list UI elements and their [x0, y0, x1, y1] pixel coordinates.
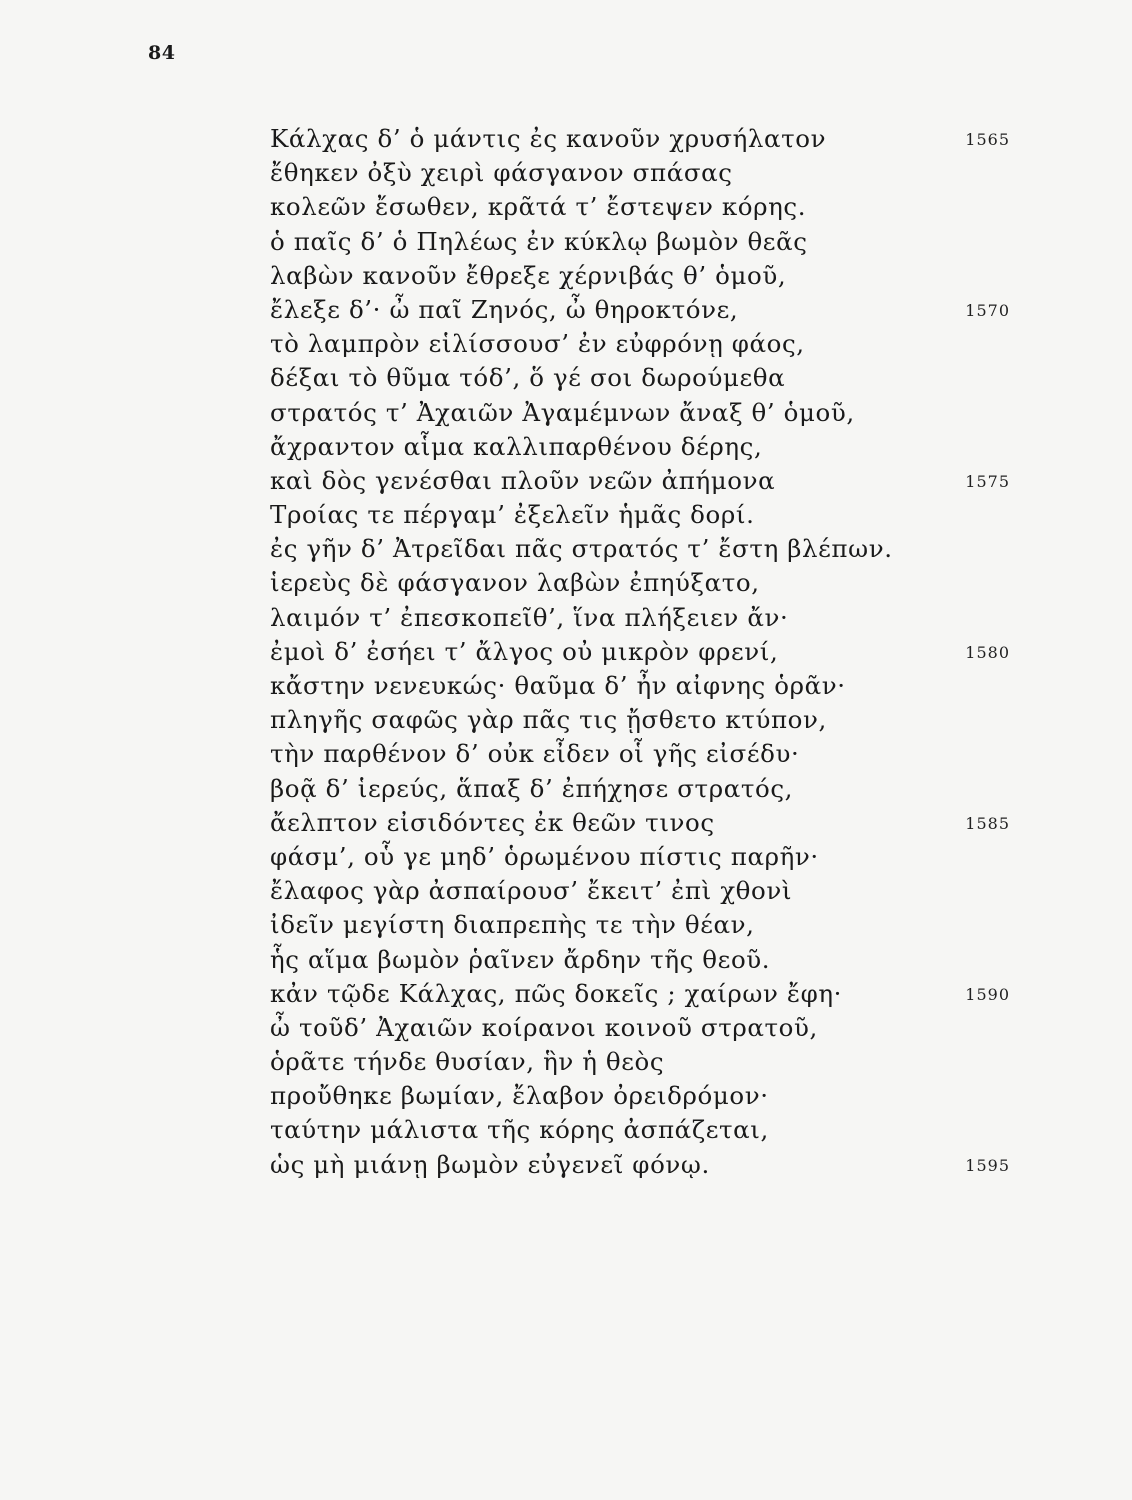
verse-line: [270, 1113, 1010, 1147]
verse-text: πληγῆς σαφῶς γὰρ πᾶς τις ᾔσθετο κτύπον,: [270, 705, 827, 735]
verse-line: [270, 840, 1010, 874]
verse-line: [270, 396, 1010, 430]
verse-text: ἰδεῖν μεγίστη διαπρεπὴς τε τὴν θέαν,: [270, 910, 755, 940]
verse-block: [270, 122, 1010, 1182]
verse-line: [270, 361, 1010, 395]
verse-text: ὁ παῖς δ’ ὁ Πηλέως ἐν κύκλῳ βωμὸν θεᾶς: [270, 226, 808, 256]
verse-text: βοᾷ δ’ ἱερεύς, ἅπαξ δ’ ἐπήχησε στρατός,: [270, 773, 794, 803]
verse-text: ἧς αἵμα βωμὸν ῥαῖνεν ἄρδην τῆς θεοῦ.: [270, 944, 771, 974]
verse-line: [270, 669, 1010, 703]
verse-line: [270, 532, 1010, 566]
verse-text: ἄχραντον αἷμα καλλιπαρθένου δέρης,: [270, 431, 763, 461]
verse-text: φάσμ’, οὗ γε μηδ’ ὁρωμένου πίστις παρῆν·: [270, 841, 819, 871]
line-number: 1575: [965, 471, 1010, 491]
verse-line: [270, 156, 1010, 190]
verse-text: καὶ δὸς γενέσθαι πλοῦν νεῶν ἀπήμονα: [270, 465, 776, 495]
verse-text: στρατός τ’ Ἀχαιῶν Ἀγαμέμνων ἄναξ θ’ ὁμοῦ,: [270, 397, 855, 427]
verse-line: [270, 498, 1010, 532]
verse-line: [270, 943, 1010, 977]
verse-line: [270, 293, 1010, 327]
verse-line: [270, 1045, 1010, 1079]
verse-text: λαβὼν κανοῦν ἔθρεξε χέρνιβάς θ’ ὁμοῦ,: [270, 260, 787, 290]
verse-text: κἄστην νενευκώς· θαῦμα δ’ ἦν αἰφνης ὁρᾶν·: [270, 671, 846, 700]
verse-line: [270, 772, 1010, 806]
verse-text: ὡς μὴ μιάνῃ βωμὸν εὐγενεῖ φόνῳ.: [270, 1149, 710, 1179]
verse-text: κολεῶν ἔσωθεν, κρᾶτά τ’ ἔστεψεν κόρης.: [270, 192, 807, 222]
verse-line: [270, 464, 1010, 498]
verse-line: [270, 190, 1010, 224]
verse-line: [270, 1079, 1010, 1113]
verse-line: [270, 601, 1010, 635]
verse-text: ὁρᾶτε τήνδε θυσίαν, ἣν ἡ θεὸς: [270, 1047, 665, 1077]
verse-text: τὴν παρθένον δ’ οὐκ εἶδεν οἷ γῆς εἰσέδυ·: [270, 739, 800, 769]
verse-line: [270, 874, 1010, 908]
verse-text: ἱερεὺς δὲ φάσγανον λαβὼν ἐπηύξατο,: [270, 568, 760, 598]
verse-line: [270, 908, 1010, 942]
verse-line: [270, 977, 1010, 1011]
verse-text: ἔλεξε δ’· ὦ παῖ Ζηνός, ὦ θηροκτόνε,: [270, 294, 739, 324]
line-number: 1565: [965, 130, 1010, 149]
verse-line: [270, 806, 1010, 840]
line-number: 1585: [965, 813, 1010, 833]
verse-text: ἐς γῆν δ’ Ἀτρεῖδαι πᾶς στρατός τ’ ἔστη βλέπων.: [270, 534, 893, 564]
verse-text: ἄελπτον εἰσιδόντες ἐκ θεῶν τινος: [270, 807, 715, 837]
line-number: 1590: [965, 984, 1010, 1004]
page-number: 84: [148, 42, 176, 64]
verse-line: [270, 122, 1010, 156]
verse-line: [270, 327, 1010, 361]
verse-line: [270, 703, 1010, 737]
verse-text: ἔλαφος γὰρ ἀσπαίρουσ’ ἔκειτ’ ἐπὶ χθονὶ: [270, 876, 793, 906]
verse-text: ταύτην μάλιστα τῆς κόρης ἀσπάζεται,: [270, 1115, 769, 1145]
verse-text: ἐμοὶ δ’ ἐσήει τ’ ἄλγος οὐ μικρὸν φρενί,: [270, 636, 779, 666]
verse-line: [270, 566, 1010, 600]
verse-text: ἔθηκεν ὀξὺ χειρὶ φάσγανον σπάσας: [270, 158, 733, 188]
verse-text: κἀν τῷδε Κάλχας, πῶς δοκεῖς ; χαίρων ἔφη·: [270, 978, 843, 1008]
verse-text: λαιμόν τ’ ἐπεσκοπεῖθ’, ἵνα πλήξειεν ἄν·: [270, 602, 789, 632]
verse-line: [270, 225, 1010, 259]
verse-line: [270, 737, 1010, 771]
line-number: 1570: [965, 300, 1010, 320]
verse-text: Τροίας τε πέργαμ’ ἐξελεῖν ἡμᾶς δορί.: [270, 500, 755, 530]
verse-line: [270, 1011, 1010, 1045]
verse-text: τὸ λαμπρὸν εἱλίσσουσ’ ἐν εὐφρόνῃ φάος,: [270, 329, 805, 359]
verse-line: [270, 259, 1010, 293]
verse-text: Κάλχας δ’ ὁ μάντις ἐς κανοῦν χρυσήλατον: [270, 124, 827, 153]
verse-text: προὔθηκε βωμίαν, ἔλαβον ὀρειδρόμον·: [270, 1081, 769, 1111]
verse-text: ὦ τοῦδ’ Ἀχαιῶν κοίρανοι κοινοῦ στρατοῦ,: [270, 1012, 818, 1042]
verse-line: [270, 1148, 1010, 1182]
verse-text: δέξαι τὸ θῦμα τόδ’, ὅ γέ σοι δωρούμεθα: [270, 363, 786, 393]
line-number: 1595: [965, 1155, 1010, 1175]
line-number: 1580: [965, 642, 1010, 662]
verse-line: [270, 635, 1010, 669]
verse-line: [270, 430, 1010, 464]
